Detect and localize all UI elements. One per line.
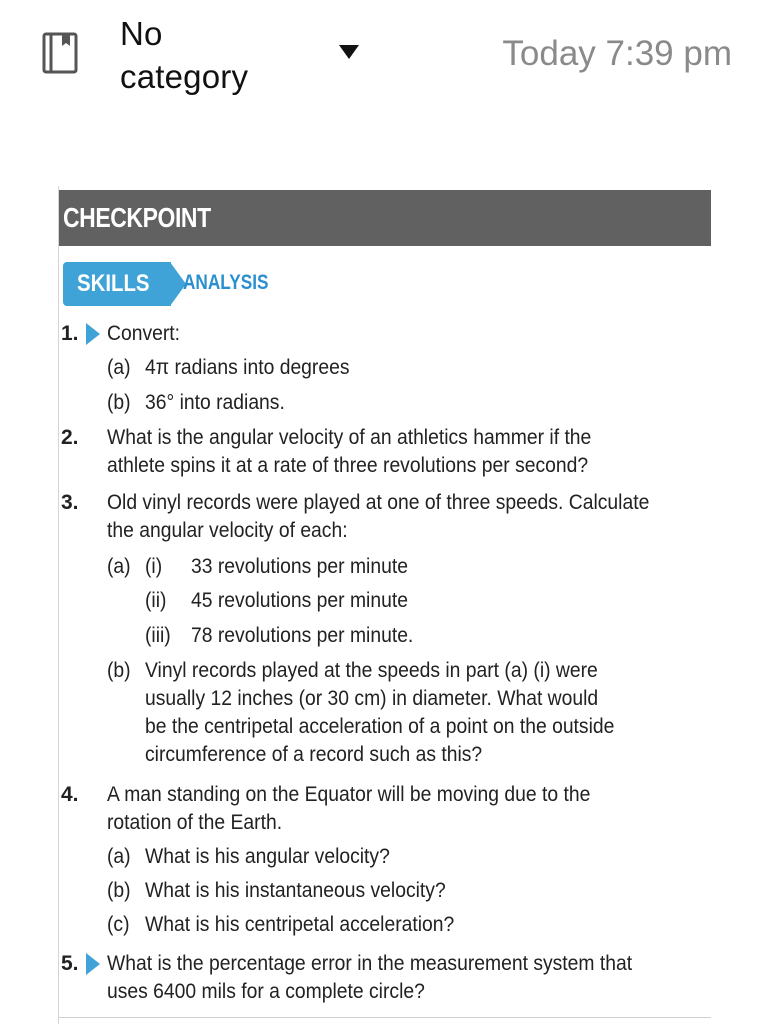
question-text-line: uses 6400 mils for a complete circle? [107, 980, 425, 1003]
question-text-line: A man standing on the Equator will be moving due to the [107, 783, 591, 806]
question-number: 5. [61, 952, 79, 975]
part-label: (a) [107, 845, 131, 868]
page-bottom-rule [59, 1017, 711, 1018]
skills-label: SKILLS [77, 270, 150, 297]
part-text: 36° into radians. [145, 391, 285, 414]
part-text: What is his instantaneous velocity? [145, 879, 446, 902]
part-label: (b) [107, 879, 131, 902]
note-header [0, 0, 768, 130]
dropdown-arrow-icon[interactable] [338, 44, 360, 60]
analysis-label: ANALYSIS [183, 271, 269, 294]
question-text-line: What is the angular velocity of an athletics hammer if the [107, 426, 592, 449]
skills-marker-icon [86, 953, 100, 975]
question-text-line: What is the percentage error in the measurement system that [107, 952, 633, 975]
question-text-line: athlete spins it at a rate of three revolutions per second? [107, 454, 589, 477]
note-timestamp: Today 7:39 pm [502, 34, 732, 73]
question-number: 1. [61, 322, 79, 345]
question-number: 2. [61, 426, 79, 449]
question-number: 3. [61, 491, 79, 514]
part-label: (a) [107, 356, 131, 379]
question-text: Convert: [107, 322, 181, 345]
subpart-text: 45 revolutions per minute [191, 589, 408, 612]
category-selector[interactable] [120, 12, 248, 98]
subpart-text: 78 revolutions per minute. [191, 624, 414, 647]
part-text-line: be the centripetal acceleration of a point on the outside [145, 715, 615, 738]
skills-marker-icon [86, 323, 100, 345]
note-image [58, 186, 710, 1024]
subpart-label: (ii) [145, 589, 167, 612]
checkpoint-title-bar [59, 190, 711, 246]
notebook-icon[interactable] [42, 32, 78, 74]
part-text: What is his centripetal acceleration? [145, 913, 455, 936]
part-label: (b) [107, 391, 131, 414]
part-text-line: circumference of a record such as this? [145, 743, 483, 766]
question-text-line: Old vinyl records were played at one of three speeds. Calculate [107, 491, 650, 514]
category-label-line1: No [120, 15, 163, 52]
part-text: 4π radians into degrees [145, 356, 350, 379]
question-number: 4. [61, 783, 79, 806]
part-text: What is his angular velocity? [145, 845, 390, 868]
subpart-label: (iii) [145, 624, 171, 647]
checkpoint-title: CHECKPOINT [63, 202, 211, 233]
part-text-line: usually 12 inches (or 30 cm) in diameter. What would [145, 687, 599, 710]
question-text-line: the angular velocity of each: [107, 519, 348, 542]
part-label: (a) [107, 555, 131, 578]
part-label: (b) [107, 659, 131, 682]
category-label-line2: category [120, 58, 249, 95]
question-text-line: rotation of the Earth. [107, 811, 283, 834]
part-label: (c) [107, 913, 130, 936]
subpart-label: (i) [145, 555, 163, 578]
part-text-line: Vinyl records played at the speeds in part (a) (i) were [145, 659, 598, 682]
subpart-text: 33 revolutions per minute [191, 555, 408, 578]
